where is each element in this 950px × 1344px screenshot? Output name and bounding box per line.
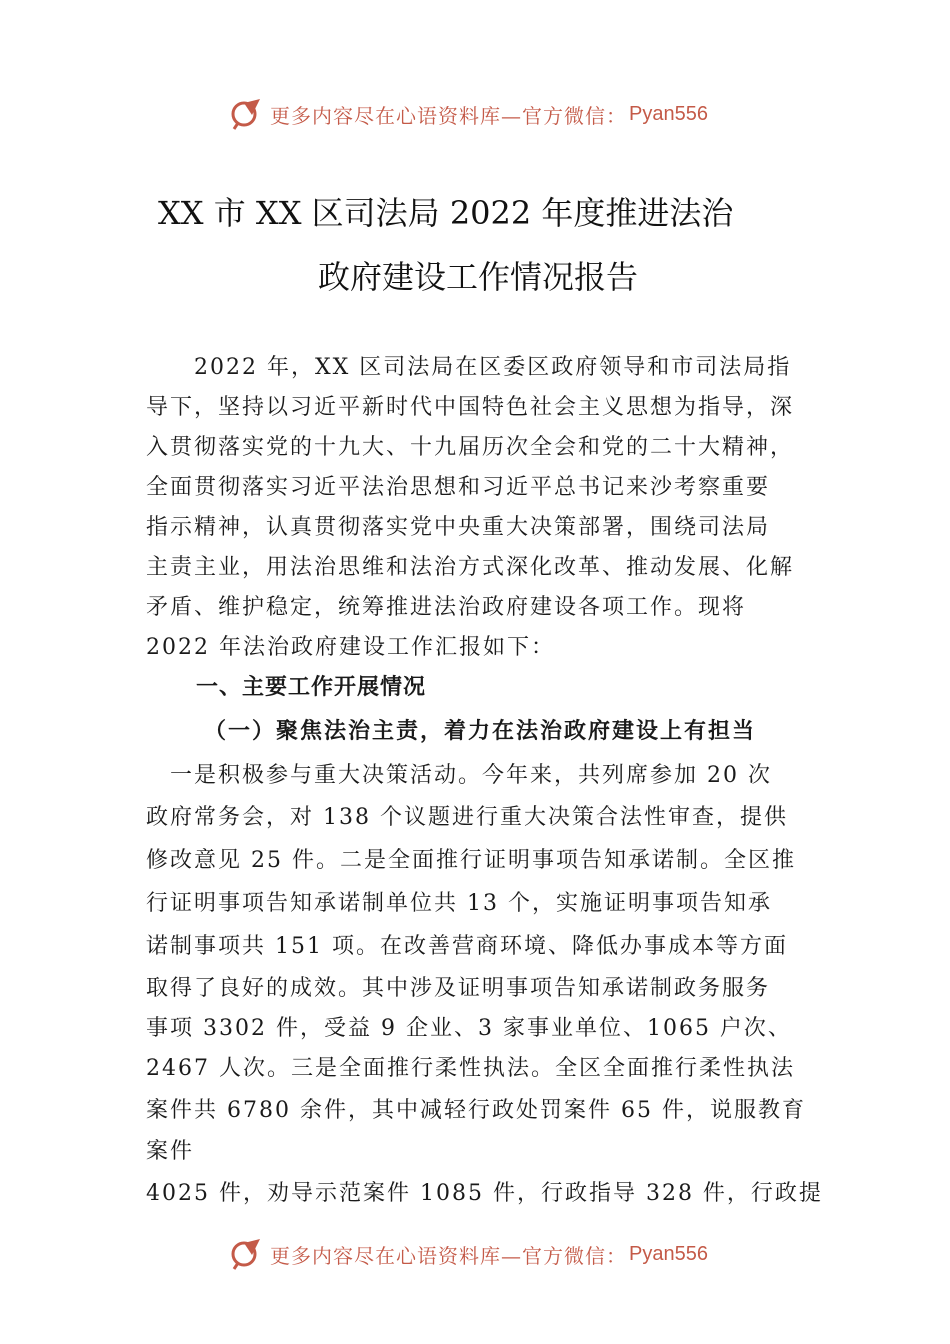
paragraph2-line: 2467 人次。三是全面推行柔性执法。全区全面推行柔性执法 bbox=[146, 1056, 795, 1081]
paragraph2-line: 取得了良好的成效。其中涉及证明事项告知承诺制政务服务 bbox=[146, 976, 771, 1001]
paragraph1-line: 全面贯彻落实习近平法治思想和习近平总书记来沙考察重要 bbox=[146, 475, 771, 500]
watermark-top bbox=[230, 96, 750, 132]
paragraph2-line: 诺制事项共 151 项。在改善营商环境、降低办事成本等方面 bbox=[146, 934, 788, 959]
watermark-wechat-id: Pyan556 bbox=[629, 102, 708, 125]
paragraph1-line: 指示精神，认真贯彻落实党中央重大决策部署，围绕司法局 bbox=[146, 515, 771, 540]
watermark-text: 更多内容尽在心语资料库—官方微信： bbox=[270, 103, 627, 128]
watermark-bottom bbox=[230, 1236, 750, 1272]
watermark-wechat-id: Pyan556 bbox=[629, 1242, 708, 1265]
paragraph2-line: 4025 件，劝导示范案件 1085 件，行政指导 328 件，行政提 bbox=[146, 1181, 823, 1206]
paragraph1-line: 矛盾、维护稳定，统筹推进法治政府建设各项工作。现将 bbox=[146, 595, 747, 620]
paragraph2-line: 政府常务会，对 138 个议题进行重大决策合法性审查，提供 bbox=[146, 805, 788, 830]
paragraph2-line: 一是积极参与重大决策活动。今年来，共列席参加 20 次 bbox=[146, 763, 772, 788]
paragraph2-line: 事项 3302 件，受益 9 企业、3 家事业单位、1065 户次、 bbox=[146, 1016, 792, 1041]
document-title-line1: XX 市 XX 区司法局 2022 年度推进法治 bbox=[158, 194, 734, 232]
document-title-line2: 政府建设工作情况报告 bbox=[318, 258, 639, 296]
paragraph2-line: 行证明事项告知承诺制单位共 13 个，实施证明事项告知承 bbox=[146, 891, 772, 916]
paragraph1-line: 主责主业，用法治思维和法治方式深化改革、推动发展、化解 bbox=[146, 555, 795, 580]
section-heading: 一、主要工作开展情况 bbox=[196, 675, 427, 700]
paragraph1-line: 2022 年，XX 区司法局在区委区政府领导和市司法局指 bbox=[146, 355, 792, 380]
paragraph2-line: 案件 bbox=[146, 1139, 195, 1164]
paragraph2-line: 案件共 6780 余件，其中减轻行政处罚案件 65 件，说服教育 bbox=[146, 1098, 806, 1123]
paragraph1-line: 导下，坚持以习近平新时代中国特色社会主义思想为指导，深 bbox=[146, 395, 795, 420]
paragraph2-line: 修改意见 25 件。二是全面推行证明事项告知承诺制。全区推 bbox=[146, 848, 796, 873]
subsection-heading: （一）聚焦法治主责，着力在法治政府建设上有担当 bbox=[204, 718, 757, 744]
paragraph1-line: 入贯彻落实党的十九大、十九届历次全会和党的二十大精神， bbox=[146, 435, 795, 460]
watermark-text: 更多内容尽在心语资料库—官方微信： bbox=[270, 1243, 627, 1268]
paragraph1-line: 2022 年法治政府建设工作汇报如下： bbox=[146, 635, 555, 660]
pen-logo-icon bbox=[230, 97, 264, 131]
pen-logo-icon bbox=[230, 1237, 264, 1271]
